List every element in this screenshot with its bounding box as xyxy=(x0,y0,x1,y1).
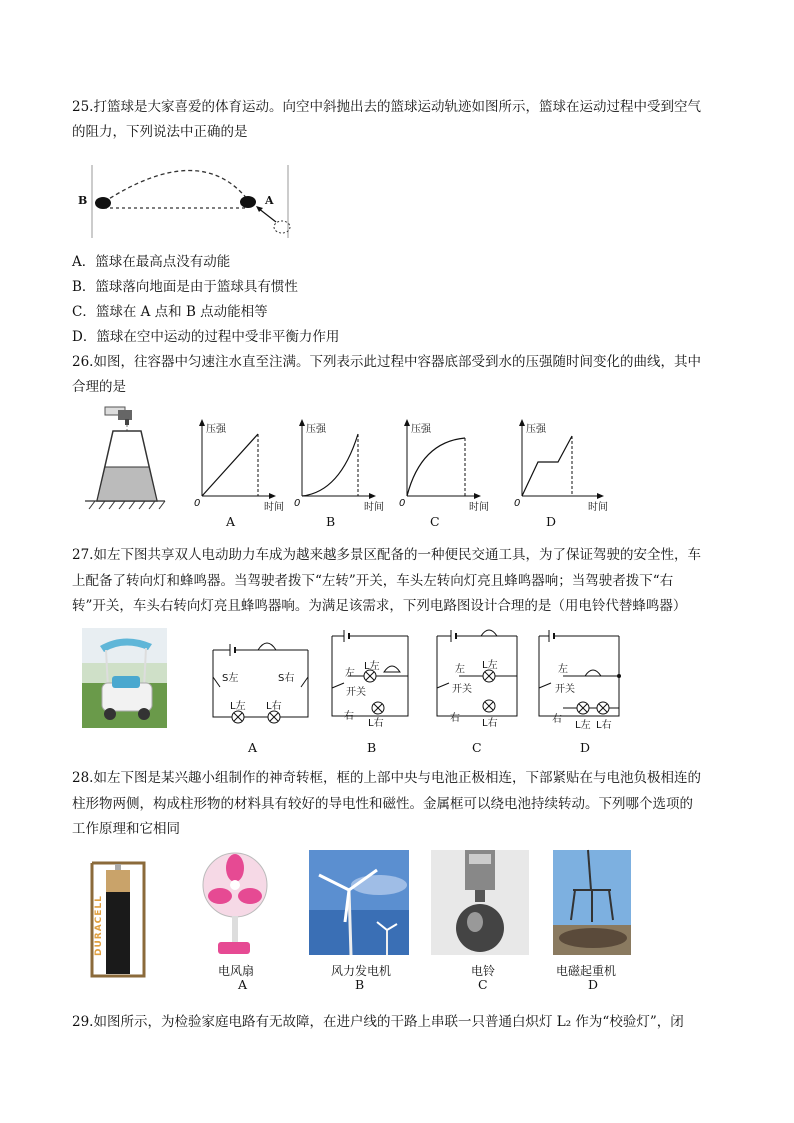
q28-electric-bell-photo xyxy=(431,850,529,955)
q28-wind-turbine-photo xyxy=(309,850,409,955)
q25-option-c: C．篮球在 A 点和 B 点动能相等 xyxy=(72,304,268,320)
q27-circuit-c xyxy=(433,628,523,728)
q28-label-c: C xyxy=(478,977,488,992)
q27-circuit-b xyxy=(328,628,418,728)
q26-a-origin: 0 xyxy=(194,498,201,509)
q28-label-a: A xyxy=(238,977,248,992)
q27-d-left: 左 xyxy=(558,664,568,675)
q27-label-d: D xyxy=(580,740,591,755)
q26-b-ylabel: 压强 xyxy=(306,424,326,435)
q27-c-switch: 开关 xyxy=(452,684,472,695)
q26-container-figure xyxy=(85,405,165,515)
q29-stem-line1: 29.如图所示，为检验家庭电路有无故障，在进户线的干路上串联一只普通白炽灯 L₂ 作为“校验灯”，闭 xyxy=(72,1014,684,1030)
q27-b-l-right: L右 xyxy=(368,718,384,729)
q28-caption-bell: 电铃 xyxy=(471,964,496,978)
q26-d-ylabel: 压强 xyxy=(526,424,546,435)
q25-option-b: B．篮球落向地面是由于篮球具有惯性 xyxy=(72,279,298,295)
q27-c-right: 右 xyxy=(450,713,460,724)
q27-a-l-left: L左 xyxy=(230,701,246,712)
ball-b xyxy=(95,197,111,209)
q26-c-origin: 0 xyxy=(399,498,406,509)
q25-basketball-figure xyxy=(70,160,310,240)
q27-a-s-left: S左 xyxy=(222,673,239,684)
q28-label-d: D xyxy=(588,977,599,992)
q27-d-right: 右 xyxy=(552,714,562,725)
q28-battery-text: DURACELL xyxy=(94,895,104,956)
q28-electromagnetic-crane-photo xyxy=(553,850,631,955)
q26-c-ylabel: 压强 xyxy=(411,424,431,435)
q28-caption-fan: 电风扇 xyxy=(218,964,255,978)
q25-stem-line2: 的阻力，下列说法中正确的是 xyxy=(72,124,248,140)
q27-vehicle-photo xyxy=(82,628,167,728)
q27-d-switch: 开关 xyxy=(555,684,575,695)
q27-d-l-right: L右 xyxy=(596,720,612,731)
q25-label-a: A xyxy=(265,194,274,207)
q26-a-ylabel: 压强 xyxy=(206,424,226,435)
q28-caption-wind: 风力发电机 xyxy=(331,964,392,978)
q27-b-l-left: L左 xyxy=(364,661,380,672)
q26-label-d: D xyxy=(546,514,557,529)
q27-label-b: B xyxy=(367,740,377,755)
q27-b-left: 左 xyxy=(345,668,355,679)
q27-circuit-d xyxy=(535,628,625,728)
q26-stem-line1: 26.如图，往容器中匀速注水直至注满。下列表示此过程中容器底部受到水的压强随时间变化的曲线，其中 xyxy=(72,354,701,370)
q25-stem-line1: 25.打篮球是大家喜爱的体育运动。向空中斜抛出去的篮球运动轨迹如图所示，篮球在运动过程中受到空气 xyxy=(72,99,701,115)
q25-option-d: D．篮球在空中运动的过程中受非平衡力作用 xyxy=(72,329,340,345)
q26-c-xlabel: 时间 xyxy=(469,502,489,513)
q27-c-l-left: L左 xyxy=(482,660,498,671)
q27-label-a: A xyxy=(248,740,258,755)
q28-fan-photo xyxy=(200,850,270,960)
q26-d-xlabel: 时间 xyxy=(588,502,608,513)
q26-stem-line2: 合理的是 xyxy=(72,379,126,395)
q27-label-c: C xyxy=(472,740,482,755)
q27-a-s-right: S右 xyxy=(278,673,295,684)
q27-c-l-right: L右 xyxy=(482,718,498,729)
ball-a xyxy=(240,196,256,208)
q27-b-right: 右 xyxy=(344,711,354,722)
q27-stem-line2: 上配备了转向灯和蜂鸣器。当驾驶者拨下“左转”开关，车头左转向灯亮且蜂鸣器响；当驾驶者拨下“右 xyxy=(72,573,674,589)
q28-label-b: B xyxy=(355,977,365,992)
q26-b-xlabel: 时间 xyxy=(364,502,384,513)
q27-b-switch: 开关 xyxy=(346,687,366,698)
q26-label-c: C xyxy=(430,514,440,529)
q28-stem-line3: 工作原理和它相同 xyxy=(72,821,180,837)
q26-b-origin: 0 xyxy=(294,498,301,509)
q27-c-left: 左 xyxy=(455,664,465,675)
q28-caption-crane: 电磁起重机 xyxy=(556,964,617,978)
q26-label-b: B xyxy=(326,514,336,529)
q28-stem-line1: 28.如左下图是某兴趣小组制作的神奇转框，框的上部中央与电池正极相连，下部紧贴在与电池负极相连的 xyxy=(72,770,701,786)
q27-a-l-right: L右 xyxy=(266,701,282,712)
q26-d-origin: 0 xyxy=(514,498,521,509)
q25-label-b: B xyxy=(78,194,88,207)
q27-stem-line3: 转”开关，车头右转向灯亮且蜂鸣器响。为满足该需求，下列电路图设计合理的是（用电铃代替蜂鸣器） xyxy=(72,598,687,614)
q27-d-l-left: L左 xyxy=(575,720,591,731)
q26-label-a: A xyxy=(226,514,236,529)
q28-stem-line2: 柱形物两侧，构成柱形物的材料具有较好的导电性和磁性。金属框可以绕电池持续转动。下列哪个选项的 xyxy=(72,796,693,812)
q25-option-a: A．篮球在最高点没有动能 xyxy=(72,254,231,270)
q27-stem-line1: 27.如左下图共享双人电动助力车成为越来越多景区配备的一种便民交通工具，为了保证驾驶的安全性，车 xyxy=(72,547,701,563)
q26-a-xlabel: 时间 xyxy=(264,502,284,513)
